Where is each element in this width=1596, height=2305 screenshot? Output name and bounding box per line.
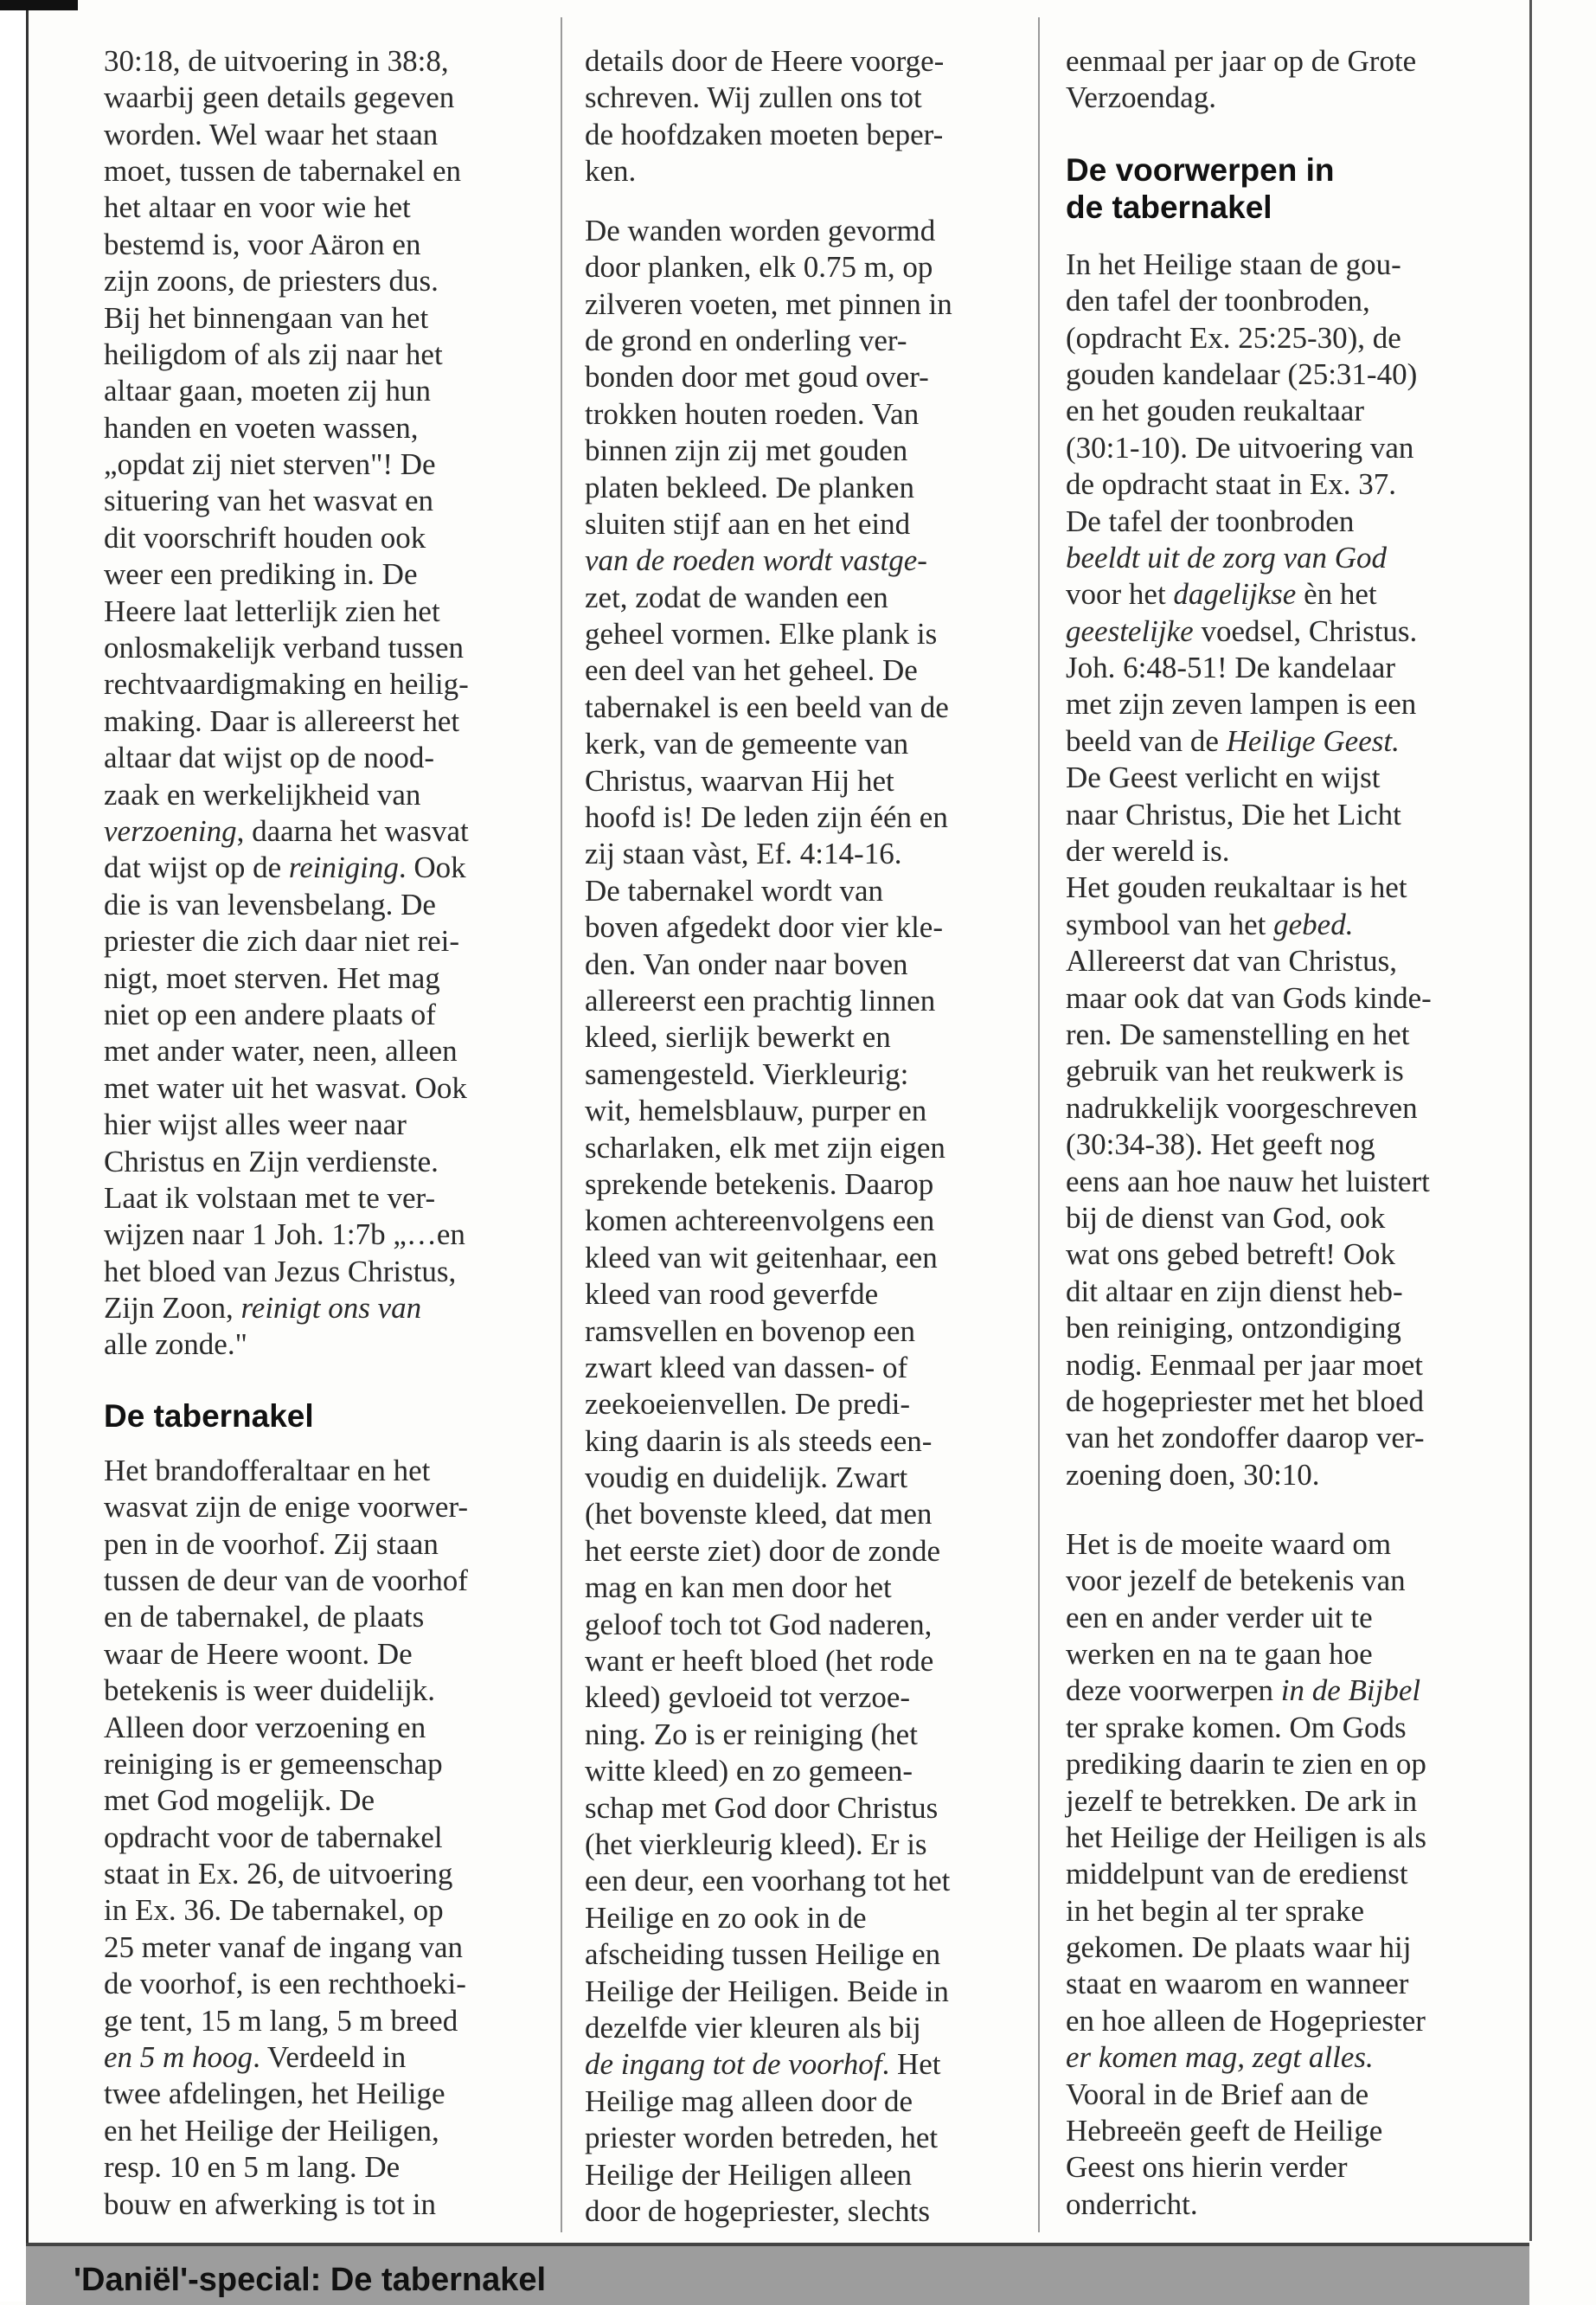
footer-title: 'Daniël'-special: De tabernakel — [74, 2262, 547, 2298]
text-line: tussen de deur van de voorhof — [104, 1563, 468, 1597]
italic-text-run: verzoening — [104, 814, 237, 848]
text-line: Laat ik volstaan met te ver- — [104, 1180, 436, 1215]
text-line: Heere laat letterlijk zien het — [104, 594, 440, 628]
text-line: opdracht voor de tabernakel — [104, 1820, 443, 1854]
column-divider — [1038, 17, 1040, 2232]
text-line: alle zonde." — [104, 1327, 247, 1362]
text-line: met water uit het wasvat. Ook — [104, 1070, 467, 1105]
text-line: „opdat zij niet sterven"! De — [104, 447, 436, 482]
text-line: situering van het wasvat en — [104, 484, 434, 518]
text-line: Heilige der Heiligen. Beide in — [585, 1974, 949, 2008]
text-run: dat wijst op de — [104, 851, 289, 885]
text-line: Bij het binnengaan van het — [104, 300, 429, 335]
italic-text-run: dagelijkse — [1173, 577, 1297, 612]
text-line: onderricht. — [1066, 2186, 1198, 2221]
text-line: zet, zodat de wanden een — [585, 580, 888, 614]
text-line: werken en na te gaan hoe — [1066, 1636, 1373, 1671]
text-line: gekomen. De plaats waar hij — [1066, 1930, 1412, 1965]
text-line: zaak en werkelijkheid van — [104, 777, 421, 812]
paragraph — [104, 43, 469, 1364]
page-corner-mark — [0, 0, 78, 10]
text-line: geloof toch tot God naderen, — [585, 1607, 933, 1641]
text-line: den tafel der toonbroden, — [1066, 284, 1370, 318]
text-line: binnen zijn zij met gouden — [585, 433, 908, 468]
text-line: Geest ons hierin verder — [1066, 2150, 1348, 2185]
text-line: het Heilige der Heiligen is als — [1066, 1820, 1426, 1854]
text-line: geheel vormen. Elke plank is — [585, 617, 938, 652]
text-line: in het begin al ter sprake — [1066, 1893, 1365, 1928]
text-line: Allereerst dat van Christus, — [1066, 944, 1397, 979]
text-run: . Verdeeld in — [253, 2040, 407, 2075]
text-line: Het gouden reukaltaar is het — [1066, 870, 1407, 905]
text-line: Verzoendag. — [1066, 80, 1216, 115]
text-line: en het gouden reukaltaar — [1066, 394, 1364, 428]
text-line: ken. — [585, 153, 637, 188]
text-line: betekenis is weer duidelijk. — [104, 1673, 435, 1708]
text-line: sluiten stijf aan en het eind — [585, 506, 911, 541]
page-left-edge — [0, 0, 29, 2302]
text-run: voedsel, Christus. — [1193, 613, 1418, 648]
text-line: (30:1-10). De uitvoering van — [1066, 430, 1414, 465]
section-heading: De voorwerpen in — [1066, 151, 1335, 188]
text-line: waar de Heere woont. De — [104, 1636, 413, 1671]
paragraph — [104, 1453, 468, 2223]
text-line: Hebreeën geeft de Heilige — [1066, 2114, 1383, 2148]
text-line: met God mogelijk. De — [104, 1783, 375, 1818]
text-line: zeekoeienvellen. De predi- — [585, 1387, 911, 1422]
text-line: 25 meter vanaf de ingang van — [104, 1929, 463, 1964]
text-run: deze voorwerpen — [1066, 1673, 1281, 1708]
text-line: een deur, een voorhang tot het — [585, 1864, 951, 1898]
text-line: hoofd is! De leden zijn één en — [585, 800, 948, 835]
text-line: resp. 10 en 5 m lang. De — [104, 2150, 401, 2185]
paragraph — [1066, 247, 1432, 1493]
text-line: dit altaar en zijn dienst heb- — [1066, 1274, 1403, 1308]
text-run: . Ook — [398, 851, 466, 885]
text-line: rechtvaardigmaking en heilig- — [104, 667, 469, 702]
italic-text-run: in de Bijbel — [1280, 1673, 1421, 1708]
text-line: kleed) gevloeid tot verzoe- — [585, 1680, 911, 1715]
text-line: bij de dienst van God, ook — [1066, 1200, 1386, 1235]
text-line — [1066, 723, 1432, 760]
text-line: bestemd is, voor Aäron en — [104, 227, 421, 261]
text-line: een deel van het geheel. De — [585, 653, 918, 688]
text-line: kleed van rood geverfde — [585, 1277, 879, 1312]
text-line: ning. Zo is er reiniging (het — [585, 1717, 918, 1751]
text-line: king daarin is als steeds een- — [585, 1423, 933, 1458]
text-line: jezelf te betrekken. De ark in — [1066, 1783, 1418, 1818]
text-line: de voorhof, is een rechthoeki- — [104, 1967, 466, 2001]
text-line: en hoe alleen de Hogepriester — [1066, 2003, 1426, 2038]
text-line: altaar dat wijst op de nood- — [104, 741, 434, 775]
text-line: gouden kandelaar (25:31-40) — [1066, 356, 1418, 391]
text-line: nigt, moet sterven. Het mag — [104, 960, 440, 995]
text-line: zijn zoons, de priesters dus. — [104, 264, 439, 299]
text-line: nadrukkelijk voorgeschreven — [1066, 1090, 1418, 1125]
paragraph — [585, 43, 944, 190]
text-line: heiligdom of als zij naar het — [104, 337, 443, 371]
italic-text-run: reiniging — [288, 851, 399, 885]
text-line: ter sprake komen. Om Gods — [1066, 1710, 1407, 1744]
text-line: der wereld is. — [1066, 834, 1230, 869]
text-line: schreven. Wij zullen ons tot — [585, 80, 922, 115]
text-line: details door de Heere voorge- — [585, 43, 945, 78]
text-line: zwart kleed van dassen- of — [585, 1350, 908, 1384]
text-line: wasvat zijn de enige voorwer- — [104, 1490, 469, 1525]
text-line: 30:18, de uitvoering in 38:8, — [104, 43, 449, 78]
text-line: den. Van onder naar boven — [585, 947, 908, 981]
text-line: moet, tussen de tabernakel en — [104, 153, 462, 188]
italic-text-run: reinigt ons van — [240, 1291, 422, 1326]
text-line: allereerst een prachtig linnen — [585, 984, 936, 1018]
text-line: waarbij geen details gegeven — [104, 80, 455, 115]
column-divider — [561, 17, 562, 2232]
text-line: Vooral in de Brief aan de — [1066, 2077, 1369, 2111]
text-line: die is van levensbelang. De — [104, 887, 436, 921]
text-line: naar Christus, Die het Licht — [1066, 797, 1401, 831]
italic-text-run: geestelijke — [1066, 613, 1194, 648]
text-line: en de tabernakel, de plaats — [104, 1600, 425, 1634]
text-line: de hogepriester met het bloed — [1066, 1384, 1425, 1418]
text-line: Het is de moeite waard om — [1066, 1526, 1392, 1561]
page-right-edge — [1529, 0, 1532, 2241]
text-line: door de hogepriester, slechts — [585, 2193, 931, 2228]
text-line: De wanden worden gevormd — [585, 213, 936, 247]
text-line: In het Heilige staan de gou- — [1066, 247, 1401, 281]
text-line: en het Heilige der Heiligen, — [104, 2113, 439, 2148]
text-line: eens aan hoe nauw het luistert — [1066, 1164, 1430, 1198]
text-line — [585, 543, 952, 579]
text-line: handen en voeten wassen, — [104, 410, 419, 445]
text-line: voudig en duidelijk. Zwart — [585, 1461, 908, 1495]
text-line: boven afgedekt door vier kle- — [585, 910, 944, 945]
text-line: altaar gaan, moeten zij hun — [104, 374, 432, 408]
text-run: . Het — [881, 2047, 941, 2082]
text-line: kleed van wit geitenhaar, een — [585, 1240, 938, 1274]
italic-text-run: de ingang tot de voorhof — [585, 2047, 882, 2082]
text-line: gebruik van het reukwerk is — [1066, 1054, 1404, 1088]
text-line: pen in de voorhof. Zij staan — [104, 1526, 439, 1561]
text-line: middelpunt van de eredienst — [1066, 1857, 1408, 1891]
text-line: trokken houten roeden. Van — [585, 396, 920, 431]
text-line: schap met God door Christus — [585, 1790, 939, 1825]
text-line: niet op een andere plaats of — [104, 997, 436, 1031]
text-line — [104, 850, 469, 886]
italic-text-run: Heilige Geest. — [1226, 723, 1400, 758]
text-line: de hoofdzaken moeten beper- — [585, 117, 944, 151]
italic-text-run: van de roeden wordt vastge- — [585, 543, 927, 578]
text-line: staat en waarom en wanneer — [1066, 1967, 1409, 2001]
text-line: De tafel der toonbroden — [1066, 504, 1355, 538]
text-line: Christus, waarvan Hij het — [585, 763, 894, 798]
text-line: sprekende betekenis. Daarop — [585, 1166, 934, 1201]
section-heading: de tabernakel — [1066, 189, 1272, 225]
text-line: nodig. Eenmaal per jaar moet — [1066, 1347, 1424, 1382]
text-run: Zijn Zoon, — [104, 1291, 241, 1326]
text-line: hier wijst alles weer naar — [104, 1108, 407, 1142]
text-line: onlosmakelijk verband tussen — [104, 631, 465, 665]
text-run: voor het — [1066, 577, 1174, 612]
text-line: (opdracht Ex. 25:25-30), de — [1066, 320, 1401, 355]
text-line: weer een prediking in. De — [104, 557, 418, 592]
italic-text-run: gebed. — [1273, 907, 1354, 941]
text-line: Joh. 6:48-51! De kandelaar — [1066, 651, 1395, 685]
text-line: (30:34-38). Het geeft nog — [1066, 1127, 1375, 1162]
italic-text-run: beeldt uit de zorg van God — [1066, 540, 1388, 575]
text-line: Christus en Zijn verdienste. — [104, 1144, 439, 1178]
text-run: symbool van het — [1066, 907, 1274, 941]
text-line: (het vierkleurig kleed). Er is — [585, 1827, 927, 1861]
text-line: zilveren voeten, met pinnen in — [585, 286, 952, 321]
text-line: komen achtereenvolgens een — [585, 1204, 935, 1238]
section-heading: De tabernakel — [104, 1397, 314, 1434]
text-line: het eerste ziet) door de zonde — [585, 1533, 941, 1568]
text-line: eenmaal per jaar op de Grote — [1066, 43, 1417, 78]
text-line: door planken, elk 0.75 m, op — [585, 250, 933, 285]
text-line: met zijn zeven lampen is een — [1066, 687, 1417, 722]
text-line — [585, 2046, 952, 2083]
text-line: bonden door met goud over- — [585, 360, 929, 395]
text-line: Heilige der Heiligen alleen — [585, 2157, 913, 2192]
text-line: ben reiniging, ontzondiging — [1066, 1311, 1401, 1345]
text-line: reiniging is er gemeenschap — [104, 1746, 443, 1781]
text-line: tabernakel is een beeld van de — [585, 690, 949, 724]
text-line: de opdracht staat in Ex. 37. — [1066, 467, 1396, 502]
text-line: priester worden betreden, het — [585, 2121, 939, 2155]
footer-band — [26, 2243, 1529, 2305]
text-line: dit voorschrift houden ook — [104, 520, 426, 555]
text-line: twee afdelingen, het Heilige — [104, 2077, 445, 2111]
text-line: platen bekleed. De planken — [585, 470, 914, 504]
text-line: ge tent, 15 m lang, 5 m breed — [104, 2003, 458, 2038]
text-line: staat in Ex. 26, de uitvoering — [104, 1857, 453, 1891]
text-line: samengesteld. Vierkleurig: — [585, 1056, 909, 1091]
text-line: dezelfde vier kleuren als bij — [585, 2010, 921, 2045]
text-line: wijzen naar 1 Joh. 1:7b „…en — [104, 1217, 465, 1252]
text-line — [1066, 907, 1432, 943]
text-line — [1066, 540, 1432, 576]
text-line: het altaar en voor wie het — [104, 190, 411, 225]
text-line: wit, hemelsblauw, purper en — [585, 1094, 927, 1128]
text-line: want er heeft bloed (het rode — [585, 1644, 934, 1679]
text-line: (het bovenste kleed, dat men — [585, 1497, 933, 1531]
text-line: met ander water, neen, alleen — [104, 1034, 458, 1069]
text-line: De Geest verlicht en wijst — [1066, 761, 1381, 795]
text-line: kleed, sierlijk bewerkt en — [585, 1020, 891, 1055]
text-line: wat ons gebed betreft! Ook — [1066, 1237, 1395, 1272]
text-line: making. Daar is allereerst het — [104, 703, 460, 738]
text-line: Het brandofferaltaar en het — [104, 1453, 431, 1487]
text-line: worden. Wel waar het staan — [104, 117, 439, 151]
text-line: een en ander verder uit te — [1066, 1600, 1373, 1634]
text-line: de grond en onderling ver- — [585, 323, 907, 357]
paragraph — [1066, 1526, 1426, 2223]
paragraph — [585, 213, 952, 2230]
text-line: mag en kan men door het — [585, 1570, 892, 1605]
text-line: ramsvellen en bovenop een — [585, 1313, 915, 1348]
text-line: De tabernakel wordt van — [585, 873, 883, 908]
text-line — [1066, 576, 1432, 613]
text-line: Heilige en zo ook in de — [585, 1900, 867, 1935]
text-run: beeld van de — [1066, 723, 1227, 758]
text-line: het bloed van Jezus Christus, — [104, 1254, 457, 1288]
text-line: Heilige mag alleen door de — [585, 2083, 913, 2118]
text-line: zij staan vàst, Ef. 4:14-16. — [585, 837, 902, 871]
text-line: Alleen door verzoening en — [104, 1710, 426, 1744]
text-line: zoening doen, 30:10. — [1066, 1457, 1320, 1492]
text-run: , daarna het wasvat — [236, 814, 469, 848]
text-line: in Ex. 36. De tabernakel, op — [104, 1893, 444, 1928]
text-line: afscheiding tussen Heilige en — [585, 1937, 941, 1972]
text-line — [104, 813, 469, 850]
text-line: scharlaken, elk met zijn eigen — [585, 1130, 945, 1165]
text-line: bouw en afwerking is tot in — [104, 2186, 436, 2221]
italic-text-run: er komen mag, zegt alles. — [1066, 2040, 1374, 2075]
paragraph — [1066, 43, 1416, 117]
text-line — [1066, 613, 1432, 650]
text-line: witte kleed) en zo gemeen- — [585, 1754, 913, 1788]
italic-text-run: en 5 m hoog — [104, 2040, 253, 2075]
text-line: van het zondoffer daarop ver- — [1066, 1421, 1425, 1455]
text-line — [1066, 1673, 1426, 1709]
text-line: priester die zich daar niet rei- — [104, 924, 460, 959]
text-line — [104, 1290, 469, 1326]
text-line: maar ook dat van Gods kinde- — [1066, 980, 1432, 1015]
text-run: èn het — [1296, 577, 1377, 612]
text-line: ren. De samenstelling en het — [1066, 1018, 1410, 1051]
text-line — [104, 2039, 468, 2076]
text-line: prediking daarin te zien en op — [1066, 1747, 1426, 1782]
text-line: voor jezelf de betekenis van — [1066, 1563, 1406, 1598]
text-line — [1066, 2039, 1426, 2076]
text-line: kerk, van de gemeente van — [585, 727, 909, 761]
